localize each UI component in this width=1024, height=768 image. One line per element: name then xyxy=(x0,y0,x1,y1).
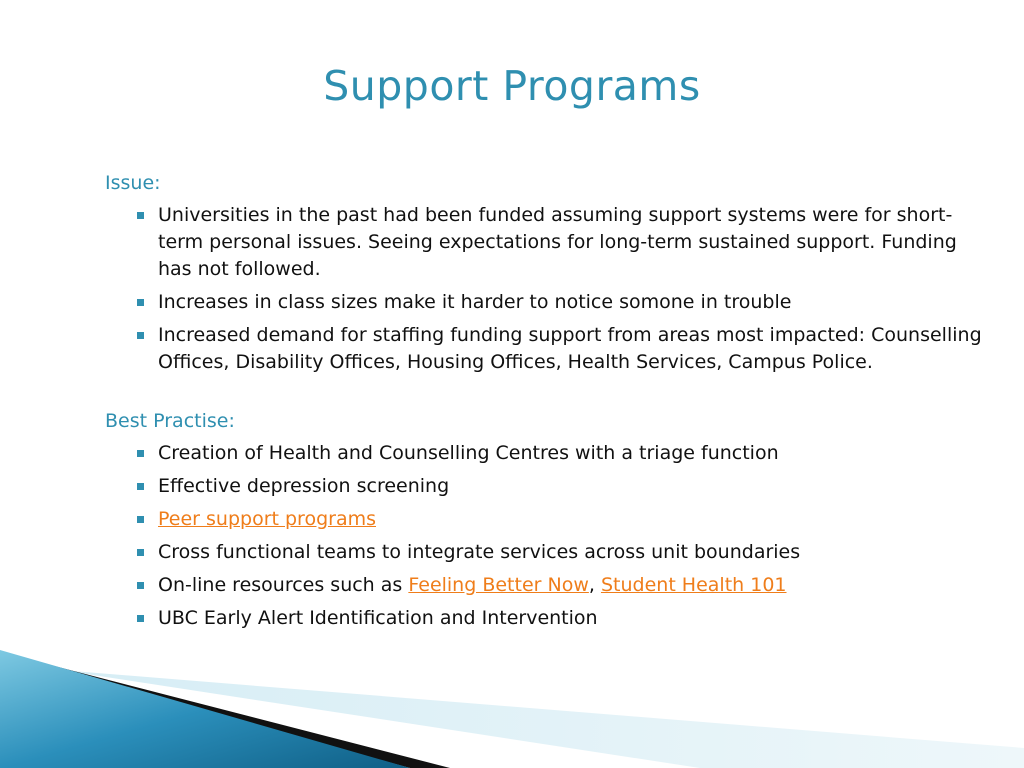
feeling-better-now-link[interactable]: Feeling Better Now xyxy=(408,574,589,596)
bullet-text-prefix: On-line resources such as xyxy=(158,574,409,596)
best-practise-heading xyxy=(105,408,985,434)
bullet-text: Increased demand for staffing funding support from areas most impacted: Counselling Offices, Disability Offices, Housing Offices, Health Services, Campus Police. xyxy=(158,324,982,373)
square-bullet-icon xyxy=(137,516,144,523)
list-item xyxy=(137,605,985,632)
bullet-text: Effective depression screening xyxy=(158,475,450,497)
square-bullet-icon xyxy=(137,483,144,490)
square-bullet-icon xyxy=(137,212,144,219)
list-item xyxy=(137,440,985,467)
slide-title: Support Programs xyxy=(323,62,701,110)
list-item xyxy=(137,322,985,376)
list-item xyxy=(137,473,985,500)
bullet-text: Creation of Health and Counselling Centres with a triage function xyxy=(158,442,779,464)
square-bullet-icon xyxy=(137,299,144,306)
student-health-101-link[interactable]: Student Health 101 xyxy=(600,574,787,596)
best-practise-heading-text: Best Practise xyxy=(105,410,229,432)
peer-support-programs-link[interactable]: Peer support programs xyxy=(158,508,376,530)
bullet-text: Universities in the past had been funded assuming support systems were for short-term personal issues. Seeing expectations for long-term sustained support. Funding has not followed. xyxy=(158,204,957,280)
list-item xyxy=(137,572,985,599)
issue-list xyxy=(105,202,985,376)
best-practise-heading-colon: : xyxy=(228,410,235,432)
square-bullet-icon xyxy=(137,332,144,339)
issue-heading: Issue: xyxy=(105,172,161,194)
bullet-separator: , xyxy=(588,574,601,596)
list-item xyxy=(137,202,985,283)
square-bullet-icon xyxy=(137,450,144,457)
square-bullet-icon xyxy=(137,615,144,622)
decorative-wave-graphic xyxy=(0,640,1024,768)
bullet-text: Increases in class sizes make it harder to notice somone in trouble xyxy=(158,291,792,313)
square-bullet-icon xyxy=(137,549,144,556)
slide-body xyxy=(105,170,985,638)
list-item xyxy=(137,506,985,533)
list-item xyxy=(137,289,985,316)
bullet-text: Cross functional teams to integrate services across unit boundaries xyxy=(158,541,801,563)
list-item xyxy=(137,539,985,566)
square-bullet-icon xyxy=(137,582,144,589)
bullet-text: UBC Early Alert Identification and Intervention xyxy=(158,607,598,629)
best-practise-list xyxy=(105,440,985,632)
